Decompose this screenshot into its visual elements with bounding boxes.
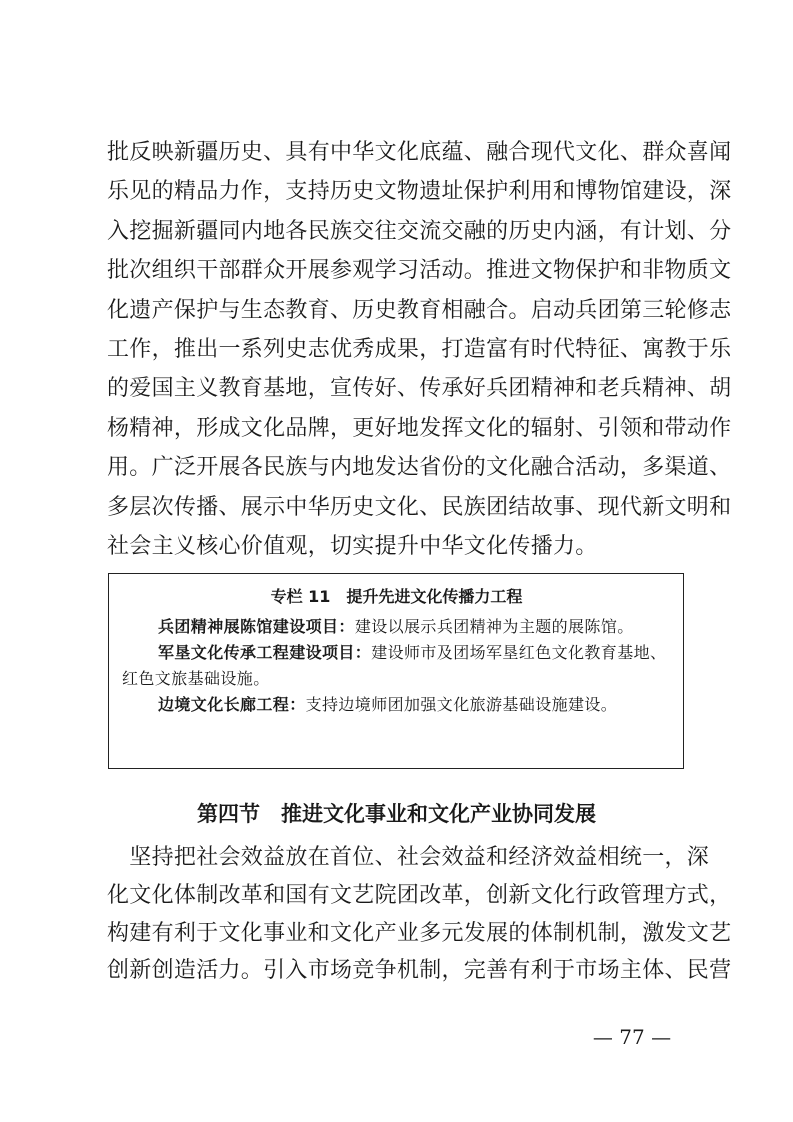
text-line: 用。广泛开展各民族与内地发达省份的文化融合活动，多渠道、 — [107, 455, 732, 481]
text-line: 批反映新疆历史、具有中华文化底蕴、融合现代文化、群众喜闻 — [107, 140, 732, 165]
text-line: 工作，推出一系列史志优秀成果，打造富有时代特征、寓教于乐 — [107, 337, 732, 363]
box-item-text: 建设师市及团场军垦红色文化教育基地、红色文旅基础设施。 — [122, 643, 667, 688]
box-item-label: 军垦文化传承工程建设项目： — [158, 643, 372, 662]
box-item-text: 建设以展示兵团精神为主题的展陈馆。 — [354, 617, 634, 636]
box-item-label: 边境文化长廊工程： — [158, 695, 306, 714]
box-item-label: 兵团精神展陈馆建设项目： — [158, 617, 355, 636]
body-paragraph — [107, 133, 732, 566]
box-item — [122, 692, 671, 718]
text-line: 化文化体制改革和国有文艺院团改革，创新文化行政管理方式， — [107, 882, 732, 908]
body-paragraph — [107, 839, 732, 990]
text-line: 批次组织干部群众开展参观学习活动。推进文物保护和非物质文 — [107, 258, 732, 284]
box-item-text: 支持边境师团加强文化旅游基础设施建设。 — [305, 695, 618, 714]
text-line: 入挖掘新疆同内地各民族交往交流交融的历史内涵，有计划、分 — [107, 218, 732, 244]
column-box — [108, 573, 684, 769]
section-heading: 第四节 推进文化事业和文化产业协同发展 — [197, 802, 596, 826]
text-line: 社会主义核心价值观，切实提升中华文化传播力。 — [107, 534, 598, 560]
box-item — [122, 614, 671, 640]
text-line: 化遗产保护与生态教育、历史教育相融合。启动兵团第三轮修志 — [107, 297, 732, 323]
text-line: 多层次传播、展示中华历史文化、民族团结故事、现代新文明和 — [107, 494, 732, 520]
page-number: — 77 — — [592, 1025, 672, 1049]
text-line: 构建有利于文化事业和文化产业多元发展的体制机制，激发文艺 — [107, 920, 732, 946]
box-title: 专栏 11 提升先进文化传播力工程 — [270, 587, 523, 606]
text-line: 杨精神，形成文化品牌，更好地发挥文化的辐射、引领和带动作 — [107, 415, 732, 441]
text-line: 乐见的精品力作，支持历史文物遗址保护利用和博物馆建设，深 — [107, 179, 732, 205]
box-item — [122, 640, 671, 692]
text-line: 坚持把社会效益放在首位、社会效益和经济效益相统一，深 — [107, 845, 710, 870]
text-line: 创新创造活力。引入市场竞争机制，完善有利于市场主体、民营 — [107, 958, 732, 984]
text-line: 的爱国主义教育基地，宣传好、传承好兵团精神和老兵精神、胡 — [107, 376, 732, 402]
